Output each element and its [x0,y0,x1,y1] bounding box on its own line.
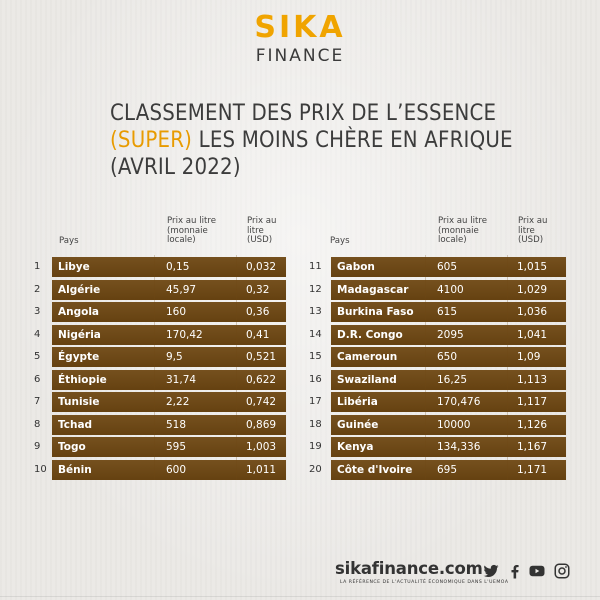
row-rank: 4 [34,328,41,340]
brand-sub: FINANCE [255,46,345,66]
table-row [0,280,600,300]
row-country: Nigéria [58,328,101,341]
header-usd-left-1: Prix au [247,216,277,226]
row-country: Guinée [337,418,379,431]
row-country: D.R. Congo [337,328,403,341]
footer-tagline: LA RÉFÉRENCE DE L'ACTUALITÉ ÉCONOMIQUE DANS L'UEMOA [340,580,509,585]
row-price-local: 9,5 [166,351,183,363]
header-local-right [438,217,487,246]
table-row [0,392,600,412]
header-local-left-3: locale) [167,235,196,245]
footer-site[interactable]: sikafinance.com [335,559,483,578]
column-divider [425,255,426,480]
row-rank: 11 [309,261,322,272]
row-price-local: 695 [437,463,458,476]
row-price-usd: 0,032 [246,261,277,273]
row-country: Burkina Faso [337,306,414,318]
table-row [0,437,600,457]
row-country: Libye [58,261,90,273]
row-price-local: 160 [166,306,187,318]
header-local-left-1: Prix au litre [167,216,216,226]
row-rank: 19 [309,441,322,452]
brand-logo [0,12,600,66]
header-pays-right: Pays [330,236,350,246]
row-country: Égypte [58,351,100,363]
brand-name: SIKA [254,10,346,45]
table-row [0,257,600,277]
row-country: Tchad [58,418,93,431]
row-rank: 1 [34,261,41,272]
row-country: Swaziland [337,373,397,386]
row-country: Cameroun [337,351,398,363]
row-price-usd: 1,011 [246,463,277,476]
header-usd-left-3: (USD) [247,235,273,245]
row-price-usd: 1,113 [517,373,548,386]
row-country: Côte d'Ivoire [337,463,413,476]
row-price-usd: 1,126 [517,418,548,431]
row-price-usd: 1,029 [517,283,548,296]
title-highlight: (SUPER) [110,128,193,153]
row-country: Tunisie [58,396,100,408]
row-rank: 6 [34,373,41,385]
row-price-local: 2,22 [166,396,190,408]
table-row [0,460,600,480]
row-price-usd: 0,742 [246,396,277,408]
header-usd-right-2: litre [518,225,535,236]
row-price-usd: 0,32 [246,283,270,296]
bottom-line [0,596,600,597]
row-rank: 3 [34,306,41,317]
facebook-icon[interactable] [506,562,524,580]
row-country: Kenya [337,441,374,453]
row-rank: 20 [309,463,322,475]
header-local-right-3: locale) [438,235,467,245]
row-rank: 18 [309,418,322,430]
header-usd-left [247,217,276,246]
row-price-usd: 1,015 [517,261,548,273]
header-usd-left-2: litre [247,225,264,236]
row-price-local: 595 [166,441,187,453]
header-usd-right [518,217,547,246]
row-country: Togo [58,441,86,453]
youtube-icon[interactable] [528,562,546,580]
row-country: Gabon [337,261,375,273]
row-price-local: 650 [437,351,458,363]
row-country: Bénin [58,463,92,476]
row-price-local: 518 [166,418,187,431]
header-usd-right-1: Prix au [518,216,548,226]
row-price-usd: 1,117 [517,396,548,408]
row-price-local: 16,25 [437,373,468,386]
row-rank: 15 [309,351,322,362]
row-rank: 10 [34,463,47,475]
title-line-3: (AVRIL 2022) [110,155,241,180]
table-row [0,325,600,345]
header-local-right-2: (monnaie [438,225,479,236]
column-divider [154,255,155,480]
row-country: Angola [58,306,100,318]
row-price-local: 170,42 [166,328,203,341]
row-rank: 5 [34,351,41,362]
instagram-icon[interactable] [553,562,571,580]
title-line-2 [110,127,580,154]
row-price-usd: 1,003 [246,441,277,453]
table-row [0,347,600,367]
row-rank: 8 [34,418,41,430]
row-price-usd: 1,041 [517,328,548,341]
row-price-usd: 0,521 [246,351,277,363]
row-price-local: 615 [437,306,458,318]
row-price-local: 45,97 [166,283,197,296]
title-line-1: CLASSEMENT DES PRIX DE L’ESSENCE [110,101,497,126]
row-price-local: 134,336 [437,441,481,453]
column-divider [507,255,508,480]
row-price-local: 600 [166,463,187,476]
row-price-local: 605 [437,261,458,273]
row-price-local: 4100 [437,283,464,296]
row-price-usd: 0,622 [246,373,277,386]
row-price-usd: 1,036 [517,306,548,318]
row-rank: 2 [34,283,41,295]
table-row [0,370,600,390]
header-pays-left: Pays [59,236,79,246]
row-country: Éthiopie [58,373,107,386]
row-rank: 14 [309,328,322,340]
row-price-usd: 0,36 [246,306,270,318]
row-rank: 17 [309,396,322,407]
row-rank: 13 [309,306,322,317]
column-divider [236,255,237,480]
row-price-usd: 1,09 [517,351,541,363]
row-country: Madagascar [337,283,409,296]
row-country: Libéria [337,396,378,408]
row-rank: 9 [34,441,41,452]
row-price-usd: 0,41 [246,328,270,341]
header-local-right-1: Prix au litre [438,216,487,226]
row-price-usd: 1,167 [517,441,548,453]
row-price-local: 170,476 [437,396,481,408]
row-price-usd: 1,171 [517,463,548,476]
row-price-local: 0,15 [166,261,190,273]
row-country: Algérie [58,283,101,296]
row-price-usd: 0,869 [246,418,277,431]
row-rank: 7 [34,396,41,407]
row-rank: 12 [309,283,322,295]
table-row [0,302,600,322]
chart-title [110,100,580,181]
row-price-local: 10000 [437,418,471,431]
twitter-icon[interactable] [482,562,500,580]
row-price-local: 2095 [437,328,464,341]
row-rank: 16 [309,373,322,385]
header-usd-right-3: (USD) [518,235,544,245]
title-line-2-rest: LES MOINS CHÈRE EN AFRIQUE [192,128,513,153]
header-local-left-2: (monnaie [167,225,208,236]
table-row [0,415,600,435]
row-price-local: 31,74 [166,373,197,386]
header-local-left [167,217,216,246]
